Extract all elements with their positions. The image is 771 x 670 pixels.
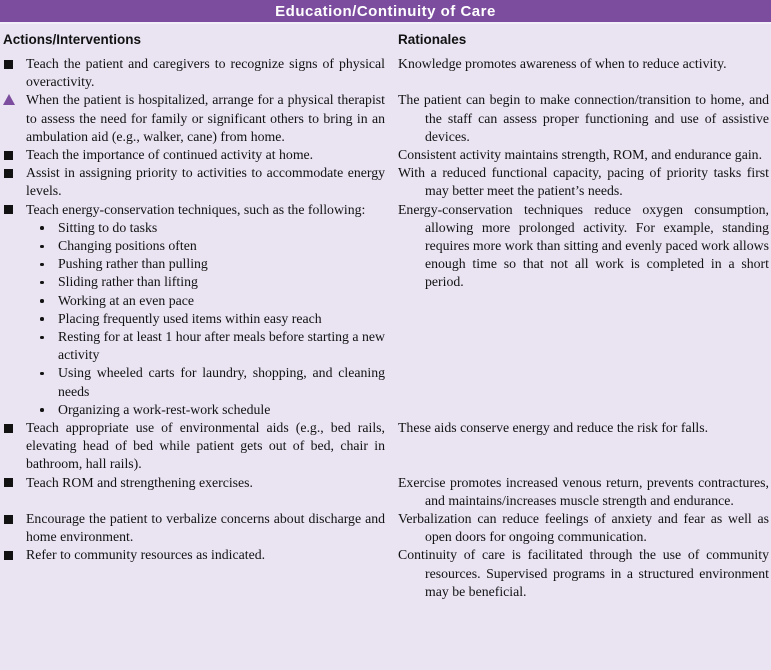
table-title-bar xyxy=(0,0,771,24)
table-row xyxy=(3,474,769,510)
action-cell xyxy=(3,91,385,146)
square-bullet-icon xyxy=(4,169,13,178)
action-item xyxy=(3,91,385,146)
column-header-actions-interventions: Actions/Interventions xyxy=(3,32,142,47)
sub-action-item xyxy=(3,273,385,291)
page-title: Education/Continuity of Care xyxy=(275,2,496,20)
table-row xyxy=(3,201,769,419)
action-text: Teach the patient and caregivers to recognize signs of physical overactivity. xyxy=(26,56,385,90)
action-text: Teach energy-conservation techniques, such as the following: xyxy=(26,201,366,217)
action-cell xyxy=(3,510,385,546)
column-header-rationales: Rationales xyxy=(398,32,467,47)
square-bullet-icon xyxy=(4,205,13,214)
sub-action-text: Working at an even pace xyxy=(58,292,195,308)
sub-action-item xyxy=(3,364,385,400)
rationale-text: With a reduced functional capacity, pacing of priority tasks first may better meet the patient’s needs. xyxy=(398,165,769,199)
sub-action-item xyxy=(3,401,385,419)
dot-bullet-icon xyxy=(40,408,44,412)
sub-action-text: Sliding rather than lifting xyxy=(58,274,198,290)
action-text: When the patient is hospitalized, arrange for a physical therapist to assess the need for family or significant others to bring in an ambulation aid (e.g., walker, cane) from home. xyxy=(26,92,385,144)
table-content xyxy=(0,32,771,601)
action-item xyxy=(3,164,385,200)
action-cell xyxy=(3,146,385,164)
action-cell xyxy=(3,419,385,474)
sub-action-text: Changing positions often xyxy=(58,238,197,254)
dot-bullet-icon xyxy=(40,281,44,285)
action-item xyxy=(3,546,385,564)
triangle-bullet-icon xyxy=(3,94,15,105)
action-text: Assist in assigning priority to activities to accommodate energy levels. xyxy=(26,165,385,199)
action-item xyxy=(3,419,385,474)
action-text: Encourage the patient to verbalize concerns about discharge and home environment. xyxy=(26,511,385,545)
square-bullet-icon xyxy=(4,478,13,487)
rationale-text: Energy-conservation techniques reduce oxygen consumption, allowing more prolonged activity. For example, standing requires more work than sitting and evenly paced work allows enough time so that not all work is completed in a short period. xyxy=(398,201,769,290)
sub-action-text: Sitting to do tasks xyxy=(58,219,158,235)
dot-bullet-icon xyxy=(40,245,44,249)
sub-action-item xyxy=(3,255,385,273)
rationale-text: Knowledge promotes awareness of when to reduce activity. xyxy=(398,56,727,71)
sub-action-text: Using wheeled carts for laundry, shopping, and cleaning needs xyxy=(58,365,385,399)
sub-action-text: Pushing rather than pulling xyxy=(58,256,208,272)
action-item xyxy=(3,510,385,546)
action-item xyxy=(3,55,385,91)
table-row xyxy=(3,419,769,474)
sub-action-item xyxy=(3,237,385,255)
table-row xyxy=(3,91,769,146)
action-cell xyxy=(3,164,385,200)
dot-bullet-icon xyxy=(40,263,44,267)
table-row xyxy=(3,510,769,546)
action-item xyxy=(3,201,385,219)
action-text: Teach appropriate use of environmental aids (e.g., bed rails, elevating head of bed while patient gets out of bed, chair in bathroom, hall rails). xyxy=(26,420,385,472)
sub-action-text: Resting for at least 1 hour after meals before starting a new activity xyxy=(58,329,385,363)
dot-bullet-icon xyxy=(40,336,44,340)
rationale-text: These aids conserve energy and reduce the risk for falls. xyxy=(398,420,709,436)
action-cell xyxy=(3,474,385,510)
rationale-text: The patient can begin to make connection/transition to home, and the staff can assess proper functioning and use of assistive devices. xyxy=(398,92,769,144)
square-bullet-icon xyxy=(4,515,13,524)
rationale-text: Continuity of care is facilitated through the use of community resources. Supervised programs in a structured environment may be beneficial. xyxy=(398,547,769,599)
action-cell xyxy=(3,546,385,601)
square-bullet-icon xyxy=(4,424,13,433)
sub-action-item xyxy=(3,328,385,364)
dot-bullet-icon xyxy=(40,372,44,376)
action-text: Teach the importance of continued activity at home. xyxy=(26,147,314,163)
square-bullet-icon xyxy=(4,551,13,560)
dot-bullet-icon xyxy=(40,317,44,321)
square-bullet-icon xyxy=(4,151,13,160)
table-row xyxy=(3,164,769,200)
table-body xyxy=(3,55,769,601)
sub-action-item xyxy=(3,219,385,237)
action-item xyxy=(3,146,385,164)
action-text: Teach ROM and strengthening exercises. xyxy=(26,474,253,490)
square-bullet-icon xyxy=(4,60,13,69)
sub-action-item xyxy=(3,292,385,310)
action-text: Refer to community resources as indicated. xyxy=(26,547,266,563)
table-row xyxy=(3,55,769,91)
action-item xyxy=(3,474,385,492)
column-headers xyxy=(3,32,769,48)
action-cell xyxy=(3,55,385,91)
sub-action-text: Organizing a work-rest-work schedule xyxy=(58,401,271,417)
sub-action-text: Placing frequently used items within easy reach xyxy=(58,310,322,326)
dot-bullet-icon xyxy=(40,299,44,303)
rationale-text: Consistent activity maintains strength, ROM, and endurance gain. xyxy=(398,147,763,163)
table-row xyxy=(3,546,769,601)
table-row xyxy=(3,146,769,164)
dot-bullet-icon xyxy=(40,226,44,230)
rationale-text: Verbalization can reduce feelings of anxiety and fear as well as open doors for ongoing communication. xyxy=(398,511,769,545)
sub-action-item xyxy=(3,310,385,328)
rationale-text: Exercise promotes increased venous return, prevents contractures, and maintains/increases muscle strength and endurance. xyxy=(398,474,769,508)
action-cell xyxy=(3,201,385,419)
